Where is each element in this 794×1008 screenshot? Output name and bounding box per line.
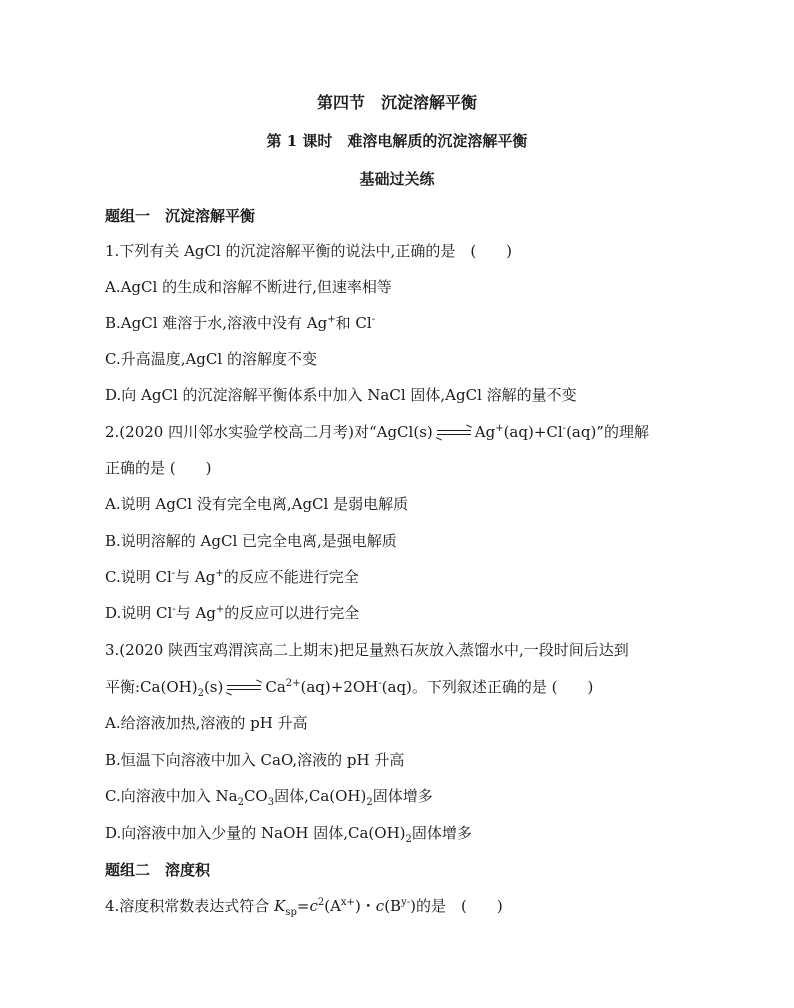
section-title: 第四节 沉淀溶解平衡 xyxy=(316,93,477,112)
group-heading-1: 题组一 沉淀溶解平衡 xyxy=(105,207,256,225)
group-heading-2: 题组二 溶度积 xyxy=(105,861,211,879)
q3-option-c: C.向溶液中加入 $Na_2CO_3$固体$,Ca(OH)_2$固体增多 xyxy=(105,787,433,808)
q4-stem: 4.溶度积常数表达式符合 $K_{sp}=c^2(A^{x+})$・$c(B^{y-})$的是 ( ) xyxy=(105,897,503,918)
q1-option-d: D.向 AgCl 的沉淀溶解平衡体系中加入 NaCl 固体,AgCl 溶解的量不变 xyxy=(105,386,577,404)
q2-stem-line2: 正确的是 ( ) xyxy=(105,459,212,477)
q2-option-b: B.说明溶解的 AgCl 已完全电离,是强电解质 xyxy=(105,532,397,550)
q1-stem: 1.下列有关 AgCl 的沉淀溶解平衡的说法中,正确的是 ( ) xyxy=(105,242,513,260)
q1-option-b: B.AgCl 难溶于水,溶液中没有 Ag+和 Cl- xyxy=(105,314,376,332)
q1-option-c: C.升高温度,AgCl 的溶解度不变 xyxy=(105,350,317,368)
q3-stem: 3.(2020 陕西宝鸡渭滨高二上期末)把足量熟石灰放入蒸馏水中,一段时间后达到 xyxy=(105,641,629,659)
equilibrium-arrow-icon xyxy=(437,428,471,438)
q2-option-a: A.说明 AgCl 没有完全电离,AgCl 是弱电解质 xyxy=(105,495,409,513)
q3-option-d: D.向溶液中加入少量的 NaOH 固体$,Ca(OH)_2$固体增多 xyxy=(105,824,472,845)
q1-option-a: A.AgCl 的生成和溶解不断进行,但速率相等 xyxy=(105,278,392,296)
q2-option-c: C.说明 Cl-与 Ag+的反应不能进行完全 xyxy=(105,568,359,586)
q3-option-a: A.给溶液加热,溶液的 pH 升高 xyxy=(105,714,308,732)
q2-option-d: D.说明 Cl-与 Ag+的反应可以进行完全 xyxy=(105,604,360,622)
equilibrium-arrow-icon xyxy=(227,683,261,693)
q3-equation: 平衡$:Ca(OH)_2(s)$ $Ca^{2+}(aq)+2OH^-(aq)$。下列叙述正确的是 ( ) xyxy=(105,678,594,699)
page-subtitle: 基础过关练 xyxy=(359,170,435,188)
lesson-title: 第 1 课时 难溶电解质的沉淀溶解平衡 xyxy=(266,132,528,150)
q3-option-b: B.恒温下向溶液中加入 CaO,溶液的 pH 升高 xyxy=(105,751,405,769)
q2-stem: 2.(2020 四川邻水实验学校高二月考)对“AgCl(s) Ag+(aq)+Cl-(aq)”的理解 xyxy=(105,423,649,441)
